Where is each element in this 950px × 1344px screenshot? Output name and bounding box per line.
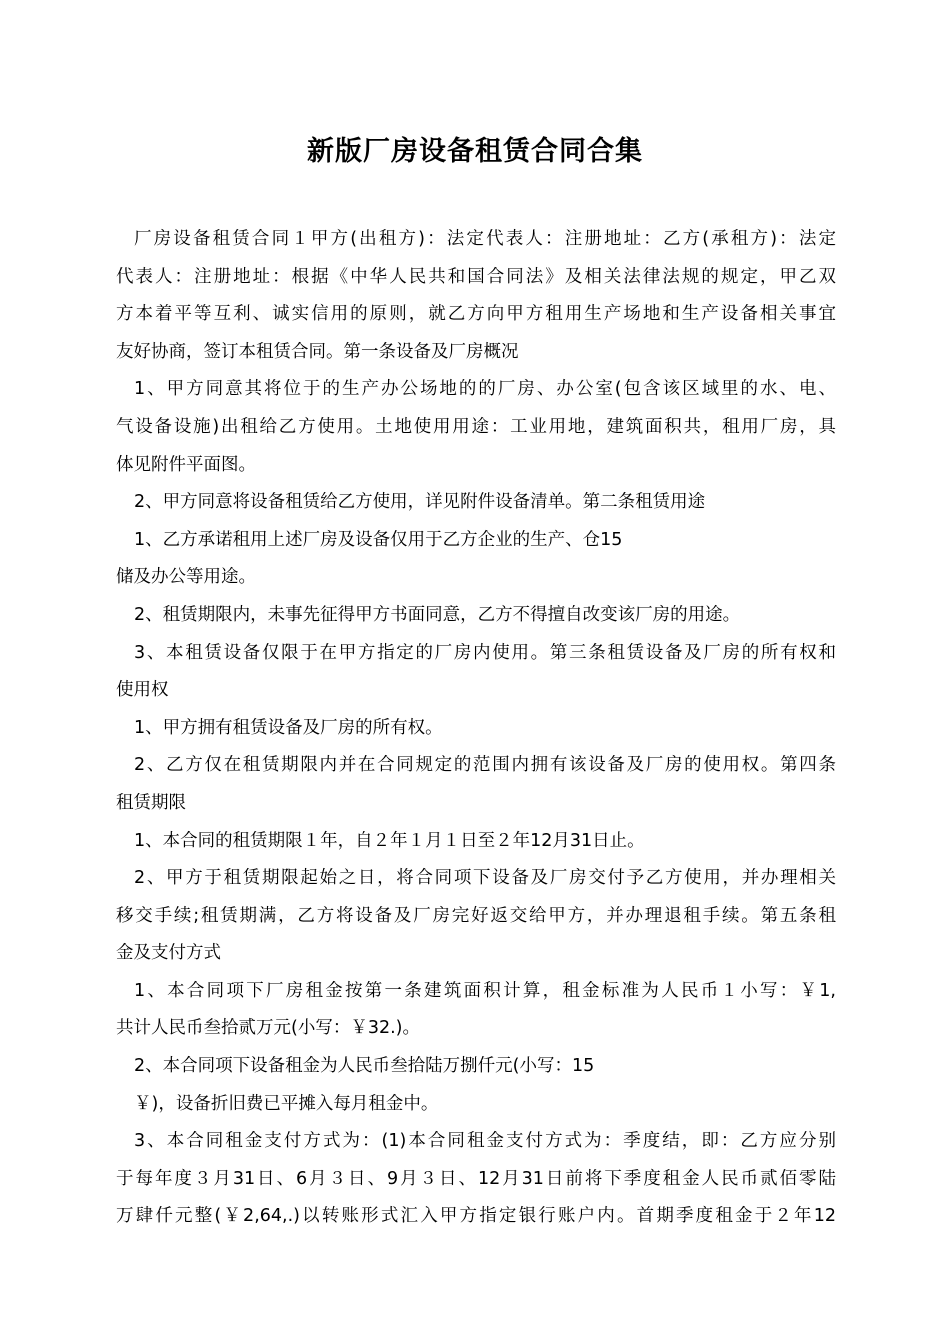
text-line: 1、本合同项下厂房租金按第一条建筑面积计算，租金标准为人民币１小写：￥1, (134, 980, 836, 1001)
text-line: 共计人民币叁拾贰万元(小写：￥32.)。 (116, 1018, 420, 1039)
text-line: 2、租赁期限内，未事先征得甲方书面同意，乙方不得擅自改变该厂房的用途。 (134, 604, 741, 625)
text-line: 2、甲方于租赁期限起始之日，将合同项下设备及厂房交付予乙方使用，并办理相关 (134, 868, 836, 889)
text-line: 租赁期限 (116, 792, 186, 813)
text-line: 1、本合同的租赁期限１年，自２年１月１日至２年12月31日止。 (134, 830, 645, 851)
text-line: 1、甲方拥有租赁设备及厂房的所有权。 (134, 717, 443, 738)
text-line: 储及办公等用途。 (116, 567, 256, 588)
text-line: 万肆仟元整(￥2,64,.)以转账形式汇入甲方指定银行账户内。首期季度租金于２年12 (116, 1206, 836, 1227)
document-title: 新版厂房设备租赁合同合集 (307, 136, 643, 167)
text-line: 体见附件平面图。 (116, 454, 256, 475)
text-line: 移交手续;租赁期满，乙方将设备及厂房完好返交给甲方，并办理退租手续。第五条租 (116, 905, 836, 926)
text-line: 1、乙方承诺租用上述厂房及设备仅用于乙方企业的生产、仓15 (134, 529, 623, 550)
text-line: ￥)，设备折旧费已平摊入每月租金中。 (134, 1093, 439, 1114)
text-line: 友好协商，签订本租赁合同。第一条设备及厂房概况 (116, 341, 519, 362)
text-line: 代表人：注册地址：根据《中华人民共和国合同法》及相关法律法规的规定，甲乙双 (116, 266, 836, 287)
document-body (116, 221, 836, 1236)
text-line: 于每年度３月31日、6月３日、9月３日、12月31日前将下季度租金人民币贰佰零陆 (116, 1168, 836, 1189)
text-line: 3、本合同租金支付方式为：(1)本合同租金支付方式为：季度结，即：乙方应分别 (134, 1131, 836, 1152)
text-line: 金及支付方式 (116, 943, 221, 964)
text-line: 2、乙方仅在租赁期限内并在合同规定的范围内拥有该设备及厂房的使用权。第四条 (134, 755, 836, 776)
text-line: 2、甲方同意将设备租赁给乙方使用，详见附件设备清单。第二条租赁用途 (134, 492, 706, 513)
text-line: 使用权 (116, 680, 169, 701)
text-line: 3、本租赁设备仅限于在甲方指定的厂房内使用。第三条租赁设备及厂房的所有权和 (134, 642, 836, 663)
text-line: 厂房设备租赁合同１甲方(出租方)：法定代表人：注册地址：乙方(承租方)：法定 (134, 229, 836, 249)
text-line: 1、甲方同意其将位于的生产办公场地的的厂房、办公室(包含该区域里的水、电、 (134, 379, 836, 400)
text-line: 气设备设施)出租给乙方使用。土地使用用途：工业用地，建筑面积共，租用厂房，具 (116, 416, 836, 437)
text-line: 2、本合同项下设备租金为人民币叁拾陆万捌仟元(小写：15 (134, 1056, 595, 1077)
text-line: 方本着平等互利、诚实信用的原则，就乙方向甲方租用生产场地和生产设备相关事宜 (116, 304, 836, 325)
